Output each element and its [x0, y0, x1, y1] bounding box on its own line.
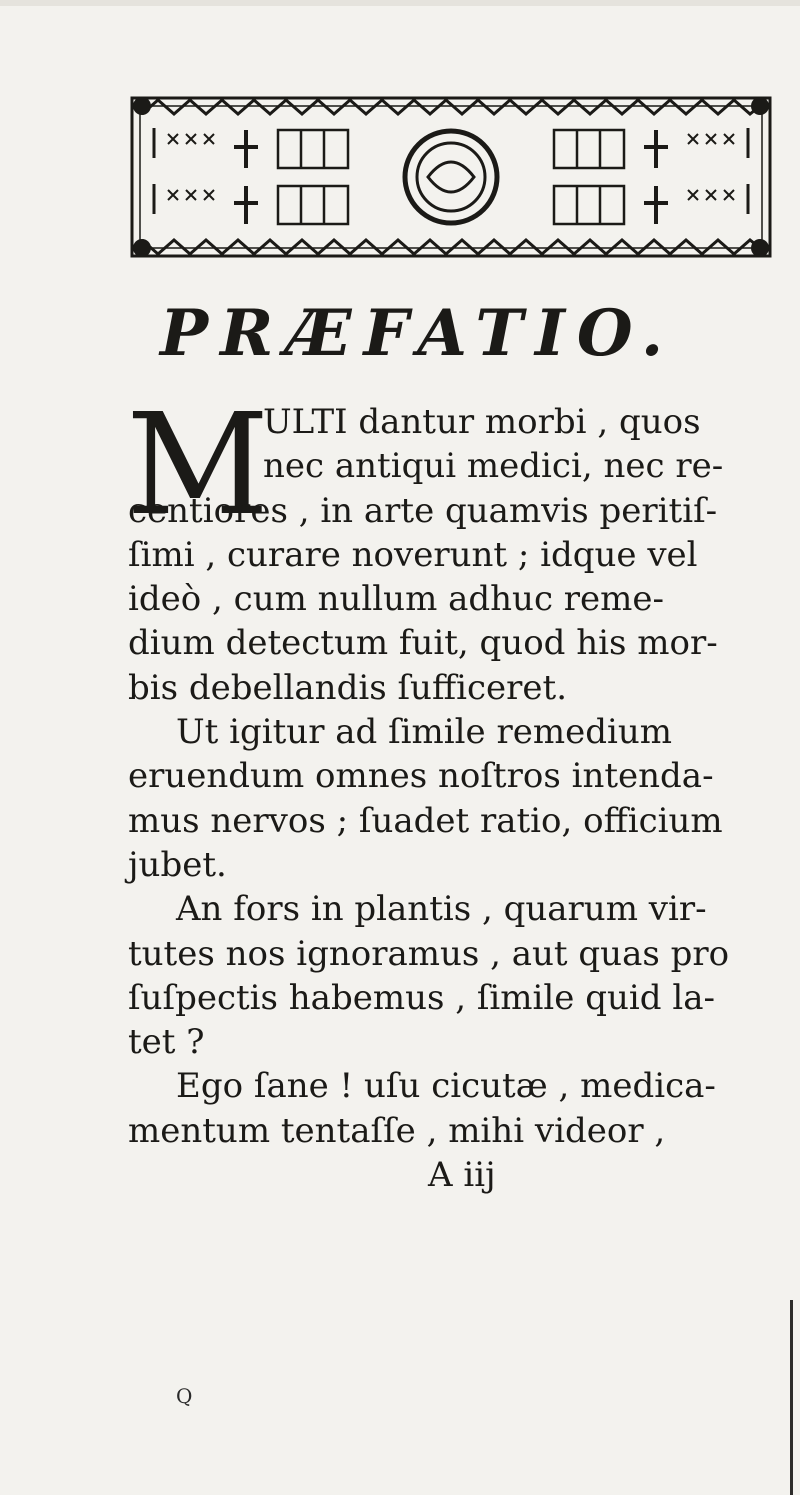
text-line: Ut igitur ad ſimile remedium — [176, 712, 672, 753]
preface-text — [128, 400, 748, 1197]
text-line: ideò , cum nullum adhuc reme- — [128, 579, 665, 620]
text-line: eruendum omnes noſtros intenda- — [128, 756, 714, 797]
page-edge-rule — [790, 1300, 793, 1495]
text-line: mus nervos ; ſuadet ratio, officium — [128, 800, 723, 841]
text-line: jubet. — [128, 844, 227, 885]
text-line: tet ? — [128, 1022, 205, 1063]
text-line: Ego ſane ! uſu cicutæ , medica- — [176, 1066, 716, 1107]
text-line: ſimi , curare noverunt ; idque vel — [128, 534, 698, 575]
text-line: mentum tentaſſe , mihi videor , — [128, 1110, 666, 1151]
signature-mark: A iij — [428, 1155, 496, 1196]
text-line: dium detectum fuit, quod his mor- — [128, 623, 718, 664]
text-line: nec antiqui medici, nec re- — [263, 446, 724, 487]
drop-cap: M — [126, 384, 270, 547]
text-line: An fors in plantis , quarum vir- — [176, 889, 707, 930]
top-edge — [0, 0, 800, 6]
text-line: tutes nos ignoramus , aut quas pro — [128, 933, 730, 974]
page-title: PRÆFATIO. — [160, 296, 676, 371]
text-line: bis debellandis ſufficeret. — [128, 667, 567, 708]
text-line: ULTI dantur morbi , quos — [263, 402, 701, 442]
decorative-headpiece — [128, 92, 774, 262]
stray-mark: Q — [176, 1384, 193, 1408]
text-line: centiores , in arte quamvis peritiſ- — [128, 490, 718, 531]
text-line: ſuſpectis habemus , ſimile quid la- — [128, 977, 715, 1018]
